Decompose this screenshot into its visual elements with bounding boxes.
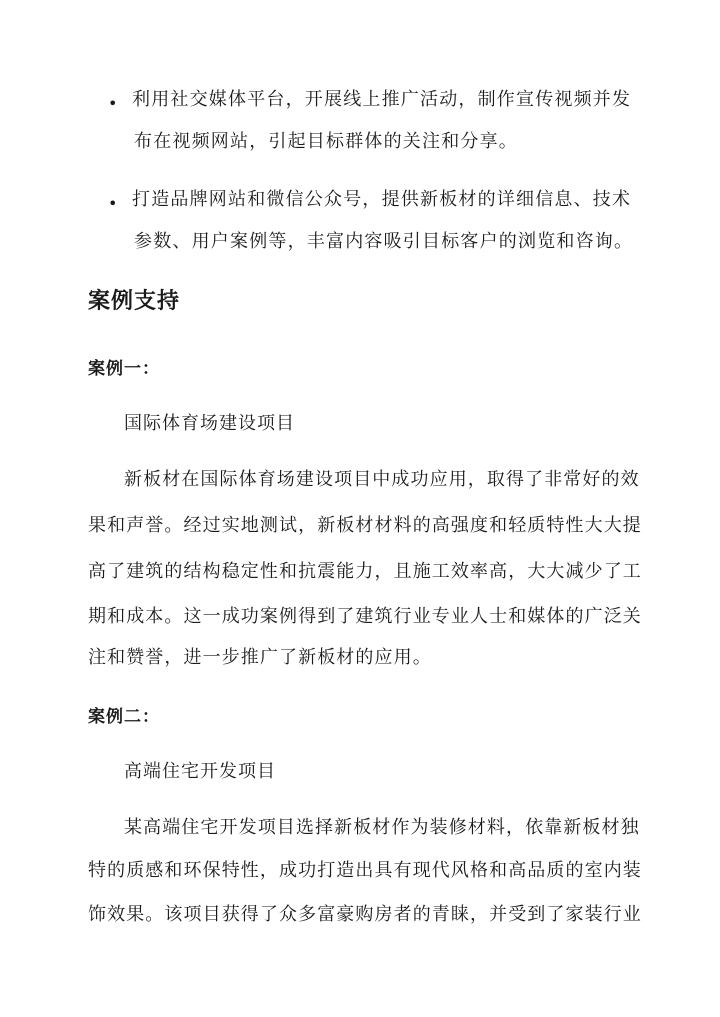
- case-heading: 案例二：: [88, 707, 160, 727]
- bullet-line: 参数、用户案例等，丰富内容吸引目标客户的浏览和咨询。: [134, 231, 634, 252]
- paragraph-line: 某高端住宅开发项目选择新板材作为装修材料，依靠新板材独: [124, 817, 640, 838]
- case-subtitle: 国际体育场建设项目: [124, 413, 295, 434]
- case-heading: 案例一：: [88, 359, 160, 379]
- paragraph-line: 期和成本。这一成功案例得到了建筑行业专业人士和媒体的广泛关: [88, 606, 642, 627]
- bullet-dot-icon: •: [108, 194, 118, 213]
- bullet-line: 布在视频网站，引起目标群体的关注和分享。: [134, 131, 518, 152]
- bullet-line: 利用社交媒体平台，开展线上推广活动，制作宣传视频并发: [132, 89, 632, 110]
- paragraph-line: 果和声誉。经过实地测试，新板材材料的高强度和轻质特性大大提: [88, 515, 642, 536]
- bullet-dot-icon: •: [108, 94, 118, 113]
- section-title: 案例支持: [88, 288, 181, 314]
- paragraph-line: 注和赞誉，进一步推广了新板材的应用。: [88, 647, 432, 668]
- paragraph-line: 特的质感和环保特性，成功打造出具有现代风格和高品质的室内装: [88, 860, 642, 881]
- case-subtitle: 高端住宅开发项目: [124, 761, 276, 782]
- paragraph-line: 高了建筑的结构稳定性和抗震能力，且施工效率高，大大减少了工: [88, 561, 642, 582]
- bullet-line: 打造品牌网站和微信公众号，提供新板材的详细信息、技术: [132, 189, 632, 210]
- paragraph-line: 饰效果。该项目获得了众多富豪购房者的青睐，并受到了家装行业: [88, 904, 642, 925]
- paragraph-line: 新板材在国际体育场建设项目中成功应用，取得了非常好的效: [124, 469, 640, 490]
